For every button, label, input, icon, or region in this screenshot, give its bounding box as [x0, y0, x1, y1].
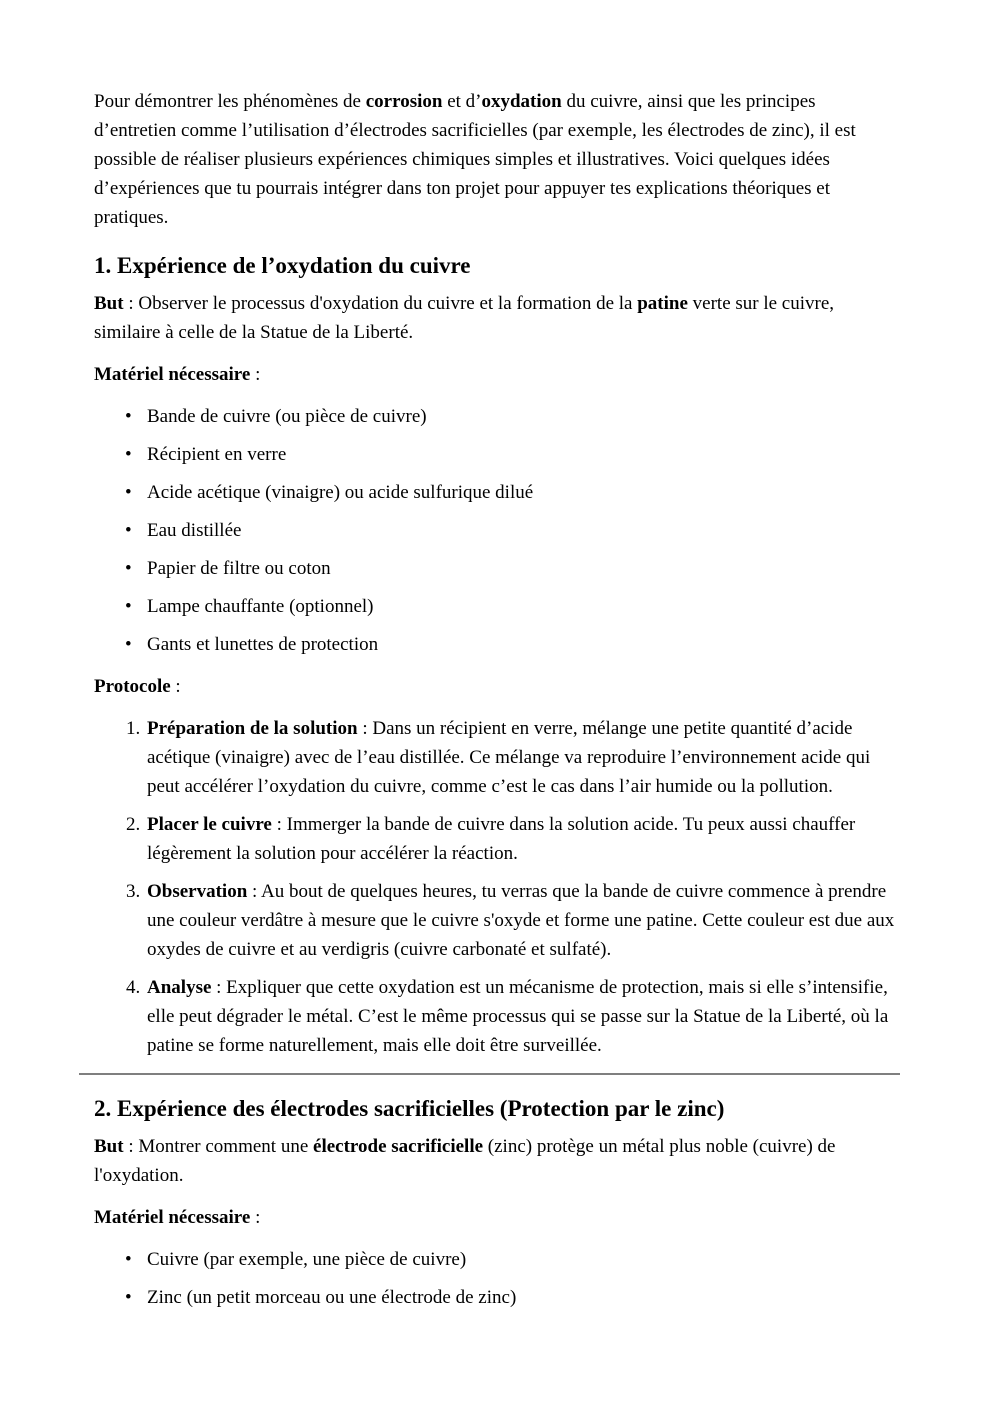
step-title: Analyse	[147, 977, 212, 998]
intro-paragraph	[94, 87, 900, 232]
list-item	[94, 630, 900, 659]
list-item	[94, 1245, 900, 1274]
list-item	[94, 592, 900, 621]
but-bold-electrode: électrode sacrificielle	[313, 1136, 484, 1157]
bullet-icon: •	[125, 1287, 132, 1308]
intro-text: Pour démontrer les phénomènes de	[94, 91, 366, 112]
section2-materiel-label	[94, 1203, 900, 1232]
protocole-colon: :	[170, 676, 181, 697]
step-title: Placer le cuivre	[147, 814, 272, 835]
step-item	[94, 810, 900, 868]
intro-bold-oxydation: oxydation	[481, 91, 562, 112]
bullet-icon: •	[125, 406, 132, 427]
materiel-label: Matériel nécessaire	[94, 1207, 251, 1228]
step-item	[94, 714, 900, 801]
bullet-icon: •	[125, 558, 132, 579]
step-number: 1.	[126, 718, 141, 739]
section2-heading: 2. Expérience des électrodes sacrificielles (Protection par le zinc)	[94, 1096, 725, 1121]
step-item	[94, 973, 900, 1060]
list-item	[94, 1283, 900, 1312]
list-item	[94, 478, 900, 507]
section1-protocole-label	[94, 672, 900, 701]
list-item	[94, 402, 900, 431]
step-item	[94, 877, 900, 964]
intro-text: et d’	[442, 91, 482, 112]
materiel-label: Matériel nécessaire	[94, 364, 251, 385]
bullet-icon: •	[125, 444, 132, 465]
materiel-colon: :	[250, 1207, 261, 1228]
step-text: : Dans un récipient en verre, mélange une petite quantité d’acide acétique (vinaigre) avec de l’eau distillée. Ce mélange va reproduire l’environnement acide qui peut accélérer l’oxydation du cuivre, comme c’est le cas dans l’air humide ou la pollution.	[147, 718, 871, 797]
section1-materiel-label	[94, 360, 900, 389]
bullet-icon: •	[125, 482, 132, 503]
but-text: : Montrer comment une	[123, 1136, 314, 1157]
section-divider	[79, 1073, 900, 1075]
bullet-icon: •	[125, 1249, 132, 1270]
but-label: But	[94, 1136, 124, 1157]
step-number: 4.	[126, 977, 141, 998]
list-item-text: Eau distillée	[147, 520, 242, 541]
but-bold-patine: patine	[637, 293, 688, 314]
protocole-label: Protocole	[94, 676, 171, 697]
but-text: verte sur le cuivre, similaire à celle de la Statue de la Liberté.	[94, 293, 835, 343]
but-label: But	[94, 293, 124, 314]
bullet-icon: •	[125, 634, 132, 655]
list-item-text: Bande de cuivre (ou pièce de cuivre)	[147, 406, 427, 427]
section2-materiel-list	[94, 1245, 900, 1312]
list-item-text: Gants et lunettes de protection	[147, 634, 379, 655]
section1-materiel-list	[94, 402, 900, 659]
but-text: (zinc) protège un métal plus noble (cuivre) de l'oxydation.	[94, 1136, 836, 1186]
but-text: : Observer le processus d'oxydation du cuivre et la formation de la	[123, 293, 638, 314]
list-item	[94, 440, 900, 469]
step-title: Préparation de la solution	[147, 718, 358, 739]
intro-text: du cuivre, ainsi que les principes d’entretien comme l’utilisation d’électrodes sacrificielles (par exemple, les électrodes de zinc), il est possible de réaliser plusieurs expériences chimiques simples et illustratives. Voici quelques idées d’expériences que tu pourrais intégrer dans ton projet pour appuyer tes explications théoriques et pratiques.	[94, 91, 856, 228]
step-text: : Expliquer que cette oxydation est un mécanisme de protection, mais si elle s’intensifie, elle peut dégrader le métal. C’est le même processus qui se passe sur la Statue de la Liberté, où la patine se forme naturellement, mais elle doit être surveillée.	[147, 977, 889, 1056]
step-title: Observation	[147, 881, 248, 902]
bullet-icon: •	[125, 596, 132, 617]
section1-heading: 1. Expérience de l’oxydation du cuivre	[94, 253, 471, 278]
section2-but-paragraph	[94, 1132, 900, 1190]
step-text: : Au bout de quelques heures, tu verras que la bande de cuivre commence à prendre une couleur verdâtre à mesure que le cuivre s'oxyde et forme une patine. Cette couleur est due aux oxydes de cuivre et au verdigris (cuivre carbonaté et sulfaté).	[147, 881, 895, 960]
step-number: 3.	[126, 881, 141, 902]
list-item-text: Récipient en verre	[147, 444, 287, 465]
list-item	[94, 554, 900, 583]
list-item-text: Zinc (un petit morceau ou une électrode de zinc)	[147, 1287, 517, 1308]
bullet-icon: •	[125, 520, 132, 541]
step-number: 2.	[126, 814, 141, 835]
step-text: : Immerger la bande de cuivre dans la solution acide. Tu peux aussi chauffer légèrement la solution pour accélérer la réaction.	[147, 814, 856, 864]
section1-but-paragraph	[94, 289, 900, 347]
section1-protocole-list	[94, 714, 900, 1060]
list-item	[94, 516, 900, 545]
list-item-text: Acide acétique (vinaigre) ou acide sulfurique dilué	[147, 482, 534, 503]
intro-bold-corrosion: corrosion	[365, 91, 443, 112]
list-item-text: Lampe chauffante (optionnel)	[147, 596, 374, 617]
list-item-text: Papier de filtre ou coton	[147, 558, 331, 579]
materiel-colon: :	[250, 364, 261, 385]
list-item-text: Cuivre (par exemple, une pièce de cuivre)	[147, 1249, 467, 1270]
